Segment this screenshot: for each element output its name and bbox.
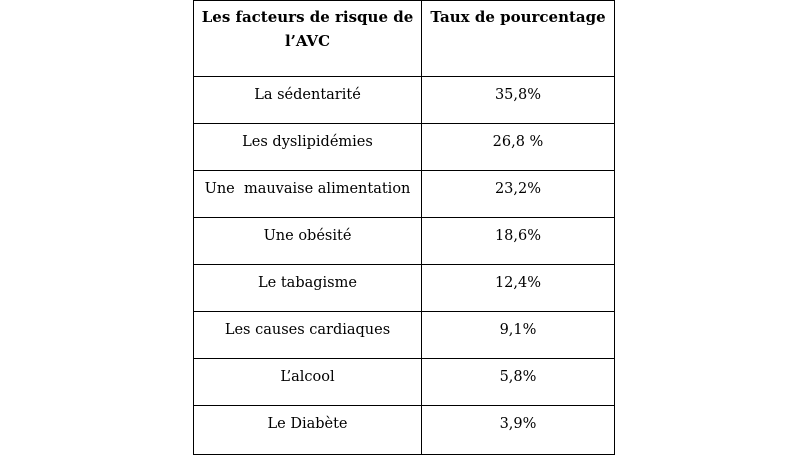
percentage-cell: 35,8%: [422, 77, 615, 124]
percentage-cell: 12,4%: [422, 265, 615, 312]
risk-factor-cell: L’alcool: [194, 359, 422, 406]
risk-factor-cell: Les causes cardiaques: [194, 312, 422, 359]
header-risk-factors: Les facteurs de risque de l’AVC: [194, 1, 422, 77]
risk-factors-table: [193, 0, 615, 455]
table-row: [194, 171, 615, 218]
risk-factor-cell: La sédentarité: [194, 77, 422, 124]
table-row: [194, 218, 615, 265]
risk-factor-cell: Une mauvaise alimentation: [194, 171, 422, 218]
table-row: [194, 359, 615, 406]
table-row: [194, 312, 615, 359]
percentage-cell: 5,8%: [422, 359, 615, 406]
table-row: [194, 124, 615, 171]
percentage-cell: 9,1%: [422, 312, 615, 359]
table-row: [194, 77, 615, 124]
header-percentage: Taux de pourcentage: [422, 1, 615, 77]
risk-factor-cell: Une obésité: [194, 218, 422, 265]
risk-factor-cell: Les dyslipidémies: [194, 124, 422, 171]
risk-factor-cell: Le tabagisme: [194, 265, 422, 312]
percentage-cell: 18,6%: [422, 218, 615, 265]
table-row: [194, 406, 615, 455]
table-header-row: [194, 1, 615, 77]
percentage-cell: 3,9%: [422, 406, 615, 455]
table-row: [194, 265, 615, 312]
percentage-cell: 26,8 %: [422, 124, 615, 171]
risk-factor-cell: Le Diabète: [194, 406, 422, 455]
percentage-cell: 23,2%: [422, 171, 615, 218]
